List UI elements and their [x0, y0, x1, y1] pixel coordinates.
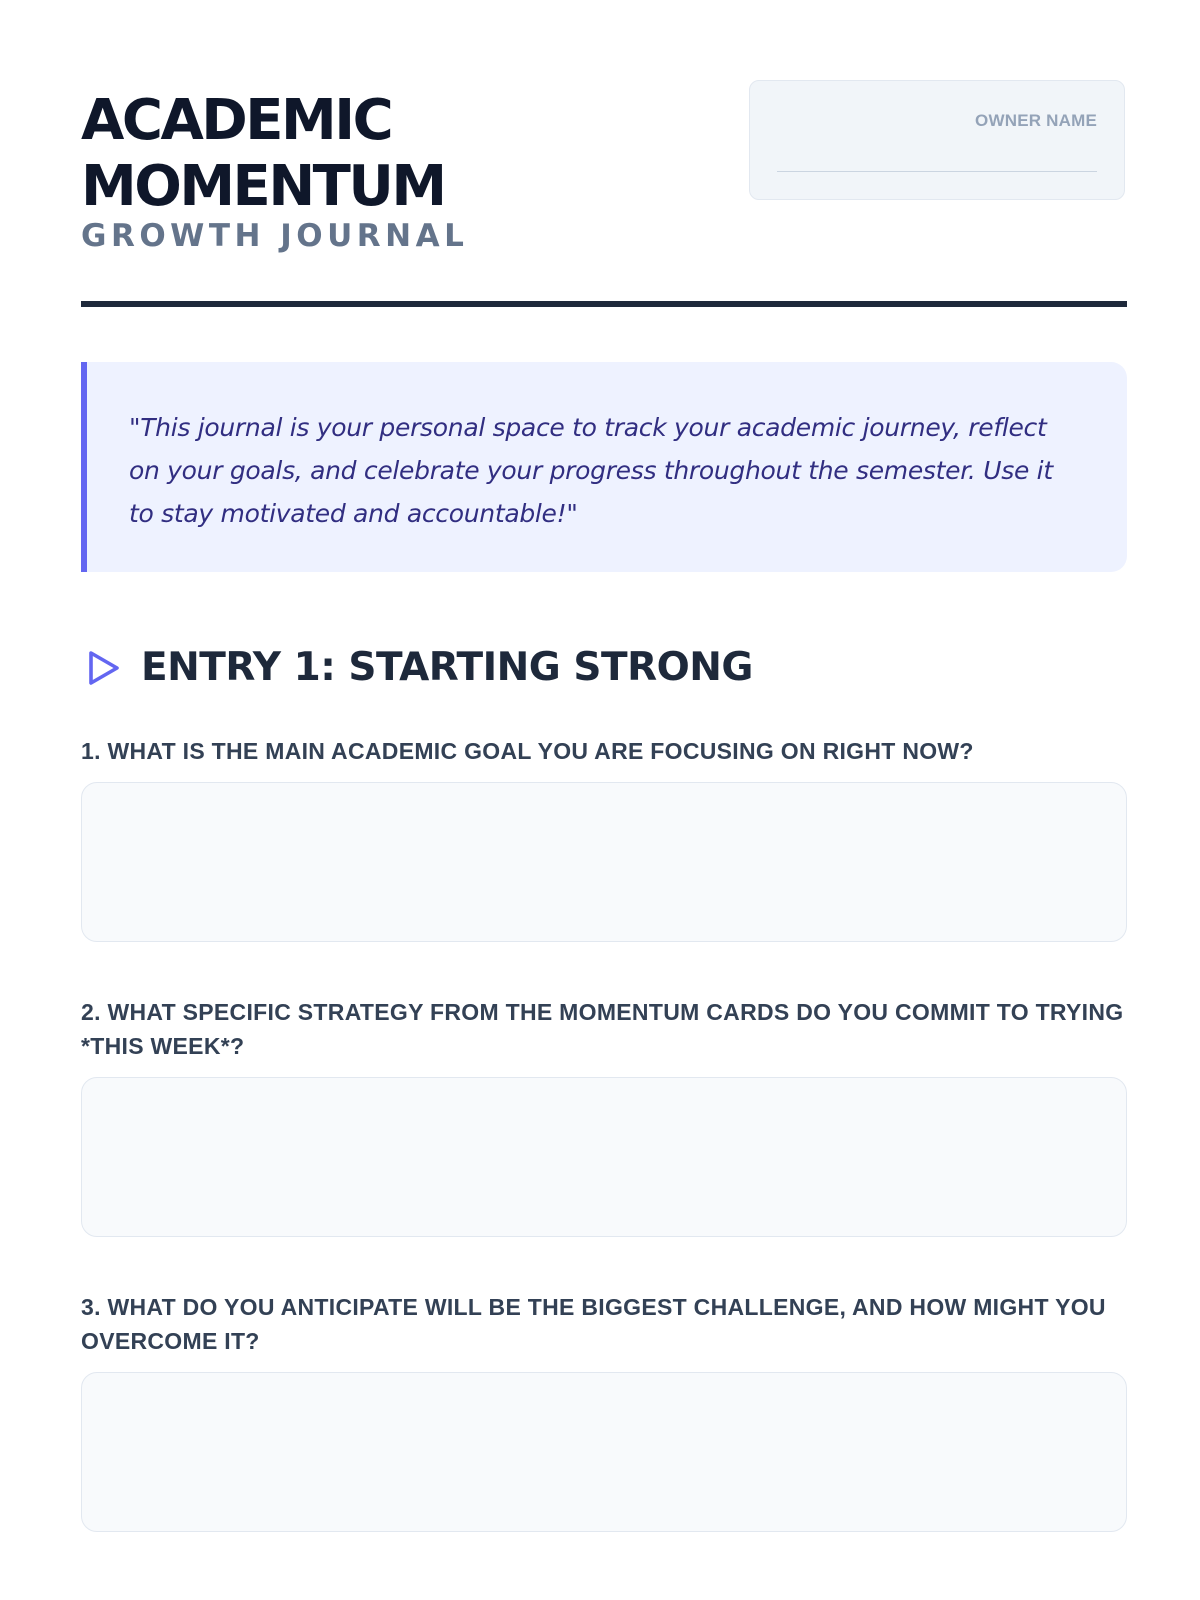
intro-quote-text: "This journal is your personal space to track your academic journey, reflect on your goals, and celebrate your progress throughout the semester. Use it to stay motivated and accountable!" — [129, 413, 1053, 528]
owner-name-underline[interactable] — [777, 171, 1097, 172]
owner-name-field[interactable] — [749, 80, 1125, 200]
entry-heading — [81, 640, 1127, 696]
owner-name-label: OWNER NAME — [975, 111, 1097, 130]
question-1-label: 1. WHAT IS THE MAIN ACADEMIC GOAL YOU ARE FOCUSING ON RIGHT NOW? — [81, 738, 974, 764]
question-2 — [81, 995, 1127, 1063]
entry-title: ENTRY 1: STARTING STRONG — [141, 645, 753, 690]
journal-subtitle: GROWTH JOURNAL — [81, 218, 469, 254]
journal-title — [81, 88, 445, 220]
question-2-label: 2. WHAT SPECIFIC STRATEGY FROM THE MOMENTUM CARDS DO YOU COMMIT TO TRYING *THIS WEEK*? — [81, 999, 1124, 1059]
title-line-1: ACADEMIC — [81, 88, 392, 153]
question-3-label: 3. WHAT DO YOU ANTICIPATE WILL BE THE BIGGEST CHALLENGE, AND HOW MIGHT YOU OVERCOME IT? — [81, 1294, 1106, 1354]
question-3 — [81, 1290, 1127, 1358]
journal-page — [81, 0, 1127, 1600]
journal-header — [81, 80, 1127, 310]
question-2-answer-box[interactable] — [81, 1077, 1127, 1237]
title-line-2: MOMENTUM — [81, 154, 445, 219]
question-1-answer-box[interactable] — [81, 782, 1127, 942]
intro-quote — [81, 362, 1127, 572]
question-1 — [81, 734, 1127, 768]
question-3-answer-box[interactable] — [81, 1372, 1127, 1532]
header-divider — [81, 301, 1127, 307]
play-triangle-outline-icon — [83, 648, 123, 688]
